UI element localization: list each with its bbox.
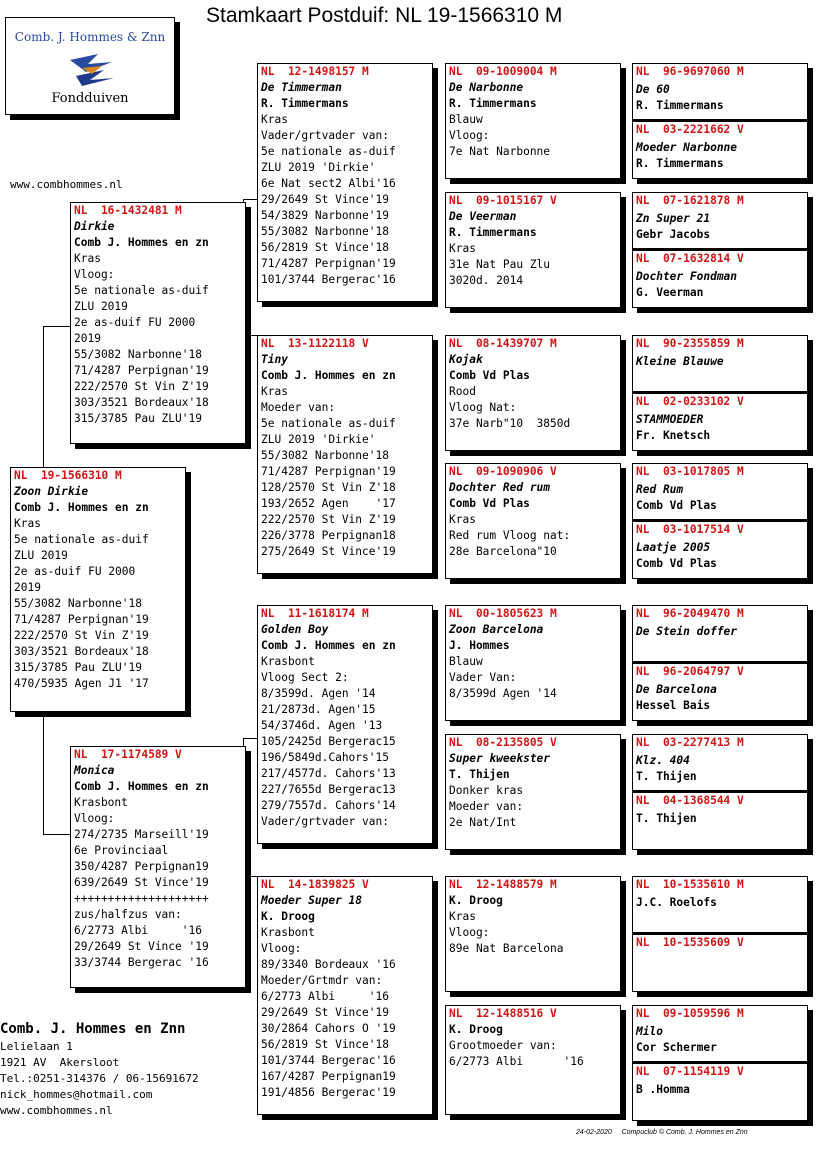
ring-number: NL 04-1368544 V — [636, 794, 744, 807]
ancestor-pair-card[interactable] — [632, 192, 808, 308]
owner-name: R. Timmermans — [449, 97, 537, 110]
pigeon-card-dsd[interactable] — [445, 734, 621, 850]
owner-name: B .Homma — [636, 1083, 690, 1096]
info-line: 193/2652 Agen '17 — [261, 497, 396, 510]
info-line: Kras — [14, 517, 41, 530]
logo — [5, 17, 175, 115]
pigeon-name: Moeder Narbonne — [636, 141, 738, 154]
ancestor-pair-card[interactable] — [632, 605, 808, 721]
info-line: Grootmoeder van: — [449, 1039, 557, 1052]
info-line: 101/3744 Bergerac'16 — [261, 1054, 396, 1067]
info-line: 33/3744 Bergerac '16 — [74, 956, 209, 969]
info-line: 470/5935 Agen J1 '17 — [14, 677, 149, 690]
info-line: 639/2649 St Vince'19 — [74, 876, 209, 889]
info-line: Kras — [449, 242, 476, 255]
ring-number: NL 12-1498157 M — [261, 65, 369, 78]
info-line: 226/3778 Perpignan18 — [261, 529, 396, 542]
pigeon-name: De Narbonne — [449, 81, 524, 94]
owner-name: T. Thijen — [449, 768, 510, 781]
ring-number: NL 09-1090906 V — [449, 465, 557, 478]
info-line: 6/2773 Albi '16 — [449, 1055, 584, 1068]
info-line: Moeder van: — [449, 800, 524, 813]
info-line: 71/4287 Perpignan'19 — [74, 364, 209, 377]
info-line: 2e as-duif FU 2000 — [14, 565, 136, 578]
owner-name: Gebr Jacobs — [636, 228, 711, 241]
info-line: 29/2649 St Vince'19 — [261, 193, 389, 206]
ring-number: NL 96-2064797 V — [636, 665, 744, 678]
pigeon-name: Milo — [636, 1025, 663, 1038]
ring-number: NL 08-1439707 M — [449, 337, 557, 350]
info-line: 54/3746d. Agen '13 — [261, 719, 383, 732]
ancestor-g5[interactable] — [633, 336, 807, 393]
info-line: 5e nationale as-duif — [14, 533, 149, 546]
info-line: 54/3829 Narbonne'19 — [261, 209, 389, 222]
pigeon-name: Dochter Red rum — [449, 481, 551, 494]
logo-top-text: Comb. J. Hommes & Znn — [14, 30, 166, 44]
ring-number: NL 03-2277413 M — [636, 736, 744, 749]
owner-name: K. Droog — [449, 894, 503, 907]
info-line: Kras — [449, 910, 476, 923]
info-line: Krasbont — [261, 655, 315, 668]
ring-number: NL 09-1059596 M — [636, 1007, 744, 1020]
info-line: 279/7557d. Cahors'14 — [261, 799, 396, 812]
ring-number: NL 19-1566310 M — [14, 469, 122, 482]
ring-number: NL 03-2221662 V — [636, 123, 744, 136]
pigeon-card-dds[interactable] — [445, 876, 621, 992]
website-link[interactable]: www.combhommes.nl — [0, 1104, 113, 1117]
ancestor-g6[interactable] — [633, 393, 807, 450]
info-line: Kras — [261, 113, 288, 126]
pigeon-card-ddd[interactable] — [445, 1005, 621, 1115]
pigeon-name: De 60 — [636, 83, 670, 96]
pigeon-card-sdd[interactable] — [445, 463, 621, 579]
owner-name: K. Droog — [261, 910, 315, 923]
info-line: Vloog: — [449, 129, 490, 142]
info-line: 6e Nat sect2 Albi'16 — [261, 177, 396, 190]
info-line: 5e nationale as-duif — [261, 145, 396, 158]
ring-number: NL 96-9697060 M — [636, 65, 744, 78]
info-line: 6/2773 Albi '16 — [261, 990, 389, 1003]
ring-number: NL 13-1122118 V — [261, 337, 369, 350]
info-line: 2019 — [14, 581, 41, 594]
pigeon-name: Zoon Barcelona — [449, 623, 544, 636]
info-line: 71/4287 Perpignan'19 — [261, 257, 396, 270]
info-line: Moeder/Grtmdr van: — [261, 974, 383, 987]
pigeon-card-sd[interactable] — [257, 335, 433, 574]
ancestor-pair-card[interactable] — [632, 1005, 808, 1121]
pigeon-card-ssd[interactable] — [445, 192, 621, 308]
pigeon-card-dss[interactable] — [445, 605, 621, 721]
info-line: Vloog Nat: — [449, 401, 517, 414]
info-line: 3020d. 2014 — [449, 274, 524, 287]
info-line: ZLU 2019 — [74, 300, 128, 313]
info-line: 6e Provinciaal — [74, 844, 169, 857]
pigeon-name: Dochter Fondman — [636, 270, 738, 283]
info-line: 89/3340 Bordeaux '16 — [261, 958, 396, 971]
ancestor-g12[interactable] — [633, 792, 807, 849]
ancestor-g13[interactable] — [633, 877, 807, 934]
ancestor-pair-card[interactable] — [632, 463, 808, 579]
info-line: 128/2570 St Vin Z'18 — [261, 481, 396, 494]
breeder-contact — [0, 1019, 199, 1119]
pigeon-name: De Timmerman — [261, 81, 342, 94]
ring-number: NL 09-1015167 V — [449, 194, 557, 207]
owner-name: Comb Vd Plas — [636, 499, 717, 512]
info-line: 315/3785 Pau ZLU'19 — [14, 661, 142, 674]
owner-name: T. Thijen — [636, 770, 697, 783]
pigeon-card-dam[interactable] — [70, 746, 246, 988]
pigeon-card-ss[interactable] — [257, 63, 433, 302]
print-stamp: 24-02-2020 Compuclub © Comb. J. Hommes en Znn — [576, 1129, 748, 1136]
info-line: ++++++++++++++++++++ — [74, 892, 209, 905]
info-line: 315/3785 Pau ZLU'19 — [74, 412, 202, 425]
info-line: 55/3082 Narbonne'18 — [14, 597, 142, 610]
info-line: Vader/grtvader van: — [261, 815, 389, 828]
info-line: 8/3599d Agen '14 — [449, 687, 557, 700]
owner-name: R. Timmermans — [636, 99, 724, 112]
info-line: 222/2570 St Vin Z'19 — [74, 380, 209, 393]
info-line: 217/4577d. Cahors'13 — [261, 767, 396, 780]
page-title: Stamkaart Postduif: NL 19-1566310 M — [206, 4, 563, 27]
ancestor-g14[interactable] — [633, 934, 807, 991]
ring-number: NL 12-1488516 V — [449, 1007, 557, 1020]
info-line: Vloog: — [74, 268, 115, 281]
info-line: Kras — [74, 252, 101, 265]
info-line: 29/2649 St Vince'19 — [261, 1006, 389, 1019]
info-line: 350/4287 Perpignan19 — [74, 860, 209, 873]
ring-number: NL 90-2355859 M — [636, 337, 744, 350]
owner-name: J. Hommes — [449, 639, 510, 652]
ancestor-g1[interactable] — [633, 64, 807, 121]
info-line: Vader/grtvader van: — [261, 129, 389, 142]
info-line: Vloog: — [261, 942, 302, 955]
info-line: 275/2649 St Vince'19 — [261, 545, 396, 558]
ancestor-g10[interactable] — [633, 663, 807, 720]
ancestor-g15[interactable] — [633, 1006, 807, 1063]
pigeon-name: Red Rum — [636, 483, 684, 496]
owner-name: T. Thijen — [636, 812, 697, 825]
info-line: Rood — [449, 385, 476, 398]
info-line: 101/3744 Bergerac'16 — [261, 273, 396, 286]
pigeon-card-dd[interactable] — [257, 876, 433, 1115]
ring-number: NL 16-1432481 M — [74, 204, 182, 217]
info-line: 56/2819 St Vince'18 — [261, 1038, 389, 1051]
pigeon-name: Monica — [74, 764, 115, 777]
pigeon-card-subject[interactable] — [10, 467, 186, 712]
owner-name: R. Timmermans — [636, 157, 724, 170]
pigeon-logo-icon — [68, 50, 118, 88]
ring-number: NL 12-1488579 M — [449, 878, 557, 891]
ancestor-pair-card[interactable] — [632, 335, 808, 451]
info-line: 7e Nat Narbonne — [449, 145, 551, 158]
postal-line: 1921 AV Akersloot — [0, 1056, 120, 1069]
info-line: Kras — [449, 513, 476, 526]
info-line: 31e Nat Pau Zlu — [449, 258, 551, 271]
info-line: 29/2649 St Vince '19 — [74, 940, 209, 953]
ring-number: NL 02-0233102 V — [636, 395, 744, 408]
ring-number: NL 14-1839825 V — [261, 878, 369, 891]
info-line: 71/4287 Perpignan'19 — [14, 613, 149, 626]
connector-line — [43, 326, 44, 468]
ring-number: NL 10-1535610 M — [636, 878, 744, 891]
logo-bottom-text: Fondduiven — [51, 91, 129, 106]
pigeon-card-ds[interactable] — [257, 605, 433, 844]
ancestor-pair-card[interactable] — [632, 63, 808, 179]
pigeon-name: Moeder Super 18 — [261, 894, 363, 907]
owner-name: Cor Schermer — [636, 1041, 717, 1054]
owner-name: Comb Vd Plas — [449, 369, 530, 382]
info-line: Moeder van: — [261, 401, 336, 414]
info-line: 196/5849d.Cahors'15 — [261, 751, 389, 764]
owner-name: Comb J. Hommes en zn — [261, 639, 396, 652]
info-line: Krasbont — [74, 796, 128, 809]
pigeon-name: De Stein doffer — [636, 625, 738, 638]
ring-number: NL 08-2135805 V — [449, 736, 557, 749]
owner-name: K. Droog — [449, 1023, 503, 1036]
email-link[interactable]: nick_hommes@hotmail.com — [0, 1088, 153, 1101]
info-line: 2e as-duif FU 2000 — [74, 316, 196, 329]
info-line: 28e Barcelona"10 — [449, 545, 557, 558]
pigeon-card-sss[interactable] — [445, 63, 621, 179]
pigeon-name: Kleine Blauwe — [636, 355, 724, 368]
owner-name: R. Timmermans — [449, 226, 537, 239]
info-line: 274/2735 Marseill'19 — [74, 828, 209, 841]
breeder-name: Comb. J. Hommes en Znn — [0, 1021, 186, 1037]
info-line: 303/3521 Bordeaux'18 — [74, 396, 209, 409]
info-line: Vader Van: — [449, 671, 517, 684]
connector-line — [243, 199, 257, 200]
pigeon-name: Dirkie — [74, 220, 115, 233]
info-line: 89e Nat Barcelona — [449, 942, 564, 955]
info-line: Red rum Vloog nat: — [449, 529, 571, 542]
ancestor-g8[interactable] — [633, 521, 807, 578]
owner-name: J.C. Roelofs — [636, 896, 717, 909]
pigeon-name: Klz. 404 — [636, 754, 690, 767]
connector-line — [43, 326, 70, 327]
ancestor-pair-card[interactable] — [632, 734, 808, 850]
ancestor-g11[interactable] — [633, 735, 807, 792]
ring-number: NL 09-1009004 M — [449, 65, 557, 78]
ring-number: NL 07-1154119 V — [636, 1065, 744, 1078]
info-line: 5e nationale as-duif — [74, 284, 209, 297]
owner-name: Comb Vd Plas — [636, 557, 717, 570]
pigeon-name: Zoon Dirkie — [14, 485, 89, 498]
ring-number: NL 07-1632814 V — [636, 252, 744, 265]
ring-number: NL 03-1017805 M — [636, 465, 744, 478]
owner-name: Fr. Knetsch — [636, 429, 711, 442]
ancestor-g7[interactable] — [633, 464, 807, 521]
info-line: Kras — [261, 385, 288, 398]
info-line: 222/2570 St Vin Z'19 — [261, 513, 396, 526]
info-line: 55/3082 Narbonne'18 — [261, 449, 389, 462]
info-line: ZLU 2019 'Dirkie' — [261, 433, 376, 446]
owner-name: G. Veerman — [636, 286, 704, 299]
info-line: 56/2819 St Vince'18 — [261, 241, 389, 254]
owner-name: Hessel Bais — [636, 699, 711, 712]
phone-line: Tel.:0251-314376 / 06-15691672 — [0, 1072, 199, 1085]
info-line: 55/3082 Narbonne'18 — [74, 348, 202, 361]
ring-number: NL 17-1174589 V — [74, 748, 182, 761]
connector-line — [43, 834, 70, 835]
pigeon-name: Zn Super 21 — [636, 212, 711, 225]
pigeon-name: Kojak — [449, 353, 483, 366]
pigeon-name: Laatje 2005 — [636, 541, 711, 554]
owner-name: Comb J. Hommes en zn — [74, 780, 209, 793]
ancestor-g3[interactable] — [633, 193, 807, 250]
info-line: 30/2864 Cahors O '19 — [261, 1022, 396, 1035]
info-line: 105/2425d Bergerac15 — [261, 735, 396, 748]
info-line: 222/2570 St Vin Z'19 — [14, 629, 149, 642]
connector-line — [43, 710, 44, 835]
ancestor-g2[interactable] — [633, 121, 807, 178]
info-line: 303/3521 Bordeaux'18 — [14, 645, 149, 658]
ancestor-g16[interactable] — [633, 1063, 807, 1120]
ring-number: NL 96-2049470 M — [636, 607, 744, 620]
ring-number: NL 11-1618174 M — [261, 607, 369, 620]
owner-name: Comb J. Hommes en zn — [74, 236, 209, 249]
pigeon-name: Super kweekster — [449, 752, 551, 765]
ancestor-g9[interactable] — [633, 606, 807, 663]
info-line: 71/4287 Perpignan'19 — [261, 465, 396, 478]
pigeon-name: STAMMOEDER — [636, 413, 704, 426]
ring-number: NL 10-1535609 V — [636, 936, 744, 949]
info-line: Donker kras — [449, 784, 524, 797]
info-line: 37e Narb"10 3850d — [449, 417, 571, 430]
pigeon-card-sds[interactable] — [445, 335, 621, 451]
info-line: 8/3599d. Agen '14 — [261, 687, 376, 700]
info-line: Blauw — [449, 655, 483, 668]
pigeon-name: De Barcelona — [636, 683, 717, 696]
info-line: 55/3082 Narbonne'18 — [261, 225, 389, 238]
connector-line — [243, 738, 257, 739]
info-line: Vloog Sect 2: — [261, 671, 349, 684]
info-line: 2019 — [74, 332, 101, 345]
website-link[interactable]: www.combhommes.nl — [10, 178, 123, 191]
info-line: ZLU 2019 'Dirkie' — [261, 161, 376, 174]
ancestor-g4[interactable] — [633, 250, 807, 307]
owner-name: Comb J. Hommes en zn — [14, 501, 149, 514]
pigeon-name: De Veerman — [449, 210, 517, 223]
owner-name: Comb J. Hommes en zn — [261, 369, 396, 382]
info-line: 21/2873d. Agen'15 — [261, 703, 376, 716]
info-line: 191/4856 Bergerac'19 — [261, 1086, 396, 1099]
pigeon-card-sire[interactable] — [70, 202, 246, 444]
ring-number: NL 03-1017514 V — [636, 523, 744, 536]
owner-name: R. Timmermans — [261, 97, 349, 110]
ring-number: NL 07-1621878 M — [636, 194, 744, 207]
info-line: Blauw — [449, 113, 483, 126]
owner-name: Comb Vd Plas — [449, 497, 530, 510]
pigeon-name: Tiny — [261, 353, 288, 366]
info-line: 6/2773 Albi '16 — [74, 924, 202, 937]
ring-number: NL 00-1805623 M — [449, 607, 557, 620]
ancestor-pair-card[interactable] — [632, 876, 808, 992]
info-line: ZLU 2019 — [14, 549, 68, 562]
address-line: Lelielaan 1 — [0, 1040, 73, 1053]
info-line: Vloog: — [449, 926, 490, 939]
info-line: 227/7655d Bergerac13 — [261, 783, 396, 796]
info-line: 5e nationale as-duif — [261, 417, 396, 430]
pigeon-name: Golden Boy — [261, 623, 329, 636]
info-line: Vloog: — [74, 812, 115, 825]
info-line: zus/halfzus van: — [74, 908, 182, 921]
info-line: 167/4287 Perpignan19 — [261, 1070, 396, 1083]
info-line: 2e Nat/Int — [449, 816, 517, 829]
info-line: Krasbont — [261, 926, 315, 939]
